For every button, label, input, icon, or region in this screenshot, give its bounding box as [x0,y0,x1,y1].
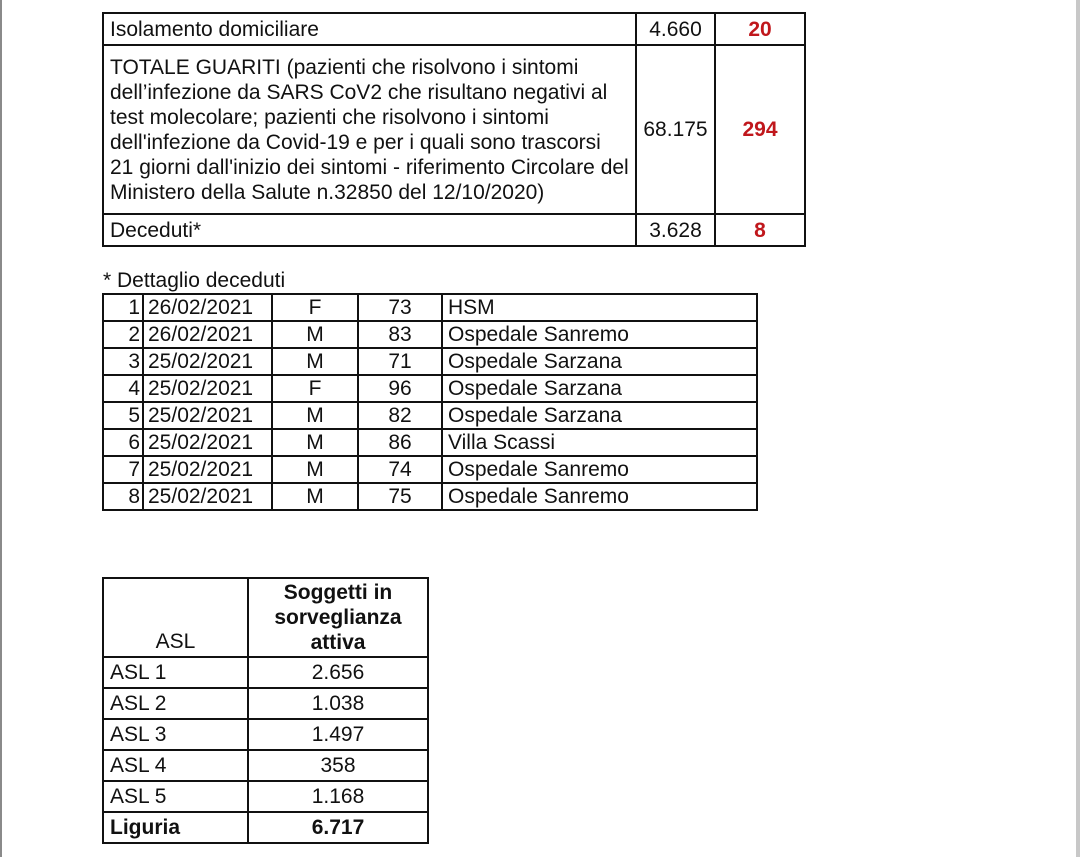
death-number: 5 [103,402,143,429]
asl-row-name: ASL 4 [103,750,248,781]
death-row [103,321,757,348]
death-number: 4 [103,375,143,402]
asl-row-value: 1.038 [248,688,428,719]
deaths-table [102,293,758,511]
death-row [103,456,757,483]
death-place: Ospedale Sarzana [442,375,757,402]
death-age: 75 [358,483,442,510]
death-sex: M [272,321,358,348]
death-date: 25/02/2021 [143,483,272,510]
deaths-caption: * Dettaglio deceduti [103,269,286,292]
death-number: 6 [103,429,143,456]
death-date: 25/02/2021 [143,456,272,483]
summary-label: TOTALE GUARITI (pazienti che risolvono i sintomi dell’infezione da SARS CoV2 che risultano negativi al test molecolare; pazienti che risolvono i sintomi dell'infezione da Covid-19 e per i quali sono trascorsi 21 giorni dall'inizio dei sintomi - riferimento Circolare del Ministero della Salute n.32850 del 12/10/2020) [103,45,636,214]
asl-row [103,688,428,719]
death-row [103,429,757,456]
death-sex: F [272,294,358,321]
death-age: 96 [358,375,442,402]
asl-row-name: ASL 2 [103,688,248,719]
asl-row-value: 358 [248,750,428,781]
death-date: 25/02/2021 [143,348,272,375]
death-row [103,402,757,429]
asl-row [103,750,428,781]
deaths-table-body [103,294,757,510]
summary-change: 8 [715,214,805,246]
death-number: 3 [103,348,143,375]
asl-row-name: ASL 5 [103,781,248,812]
death-place: HSM [442,294,757,321]
asl-header-value-line: sorveglianza [274,606,402,629]
death-place: Ospedale Sanremo [442,456,757,483]
death-place: Villa Scassi [442,429,757,456]
death-place: Ospedale Sarzana [442,348,757,375]
death-place: Ospedale Sanremo [442,321,757,348]
asl-header-row [103,578,428,657]
asl-row [103,657,428,688]
death-number: 7 [103,456,143,483]
summary-row-recovered [103,45,805,214]
death-row [103,294,757,321]
summary-row-deceased [103,214,805,246]
death-date: 25/02/2021 [143,375,272,402]
page-left-edge [0,0,2,857]
asl-row-value: 2.656 [248,657,428,688]
asl-row-name: ASL 1 [103,657,248,688]
summary-label: Deceduti* [103,214,636,246]
death-date: 26/02/2021 [143,321,272,348]
summary-value: 4.660 [636,13,715,45]
death-place: Ospedale Sanremo [442,483,757,510]
summary-row-isolation [103,13,805,45]
asl-row-value: 1.497 [248,719,428,750]
asl-header-value-line: attiva [310,631,366,654]
death-number: 8 [103,483,143,510]
asl-table [102,577,429,844]
summary-table [102,12,806,247]
death-date: 25/02/2021 [143,402,272,429]
death-row [103,348,757,375]
death-age: 82 [358,402,442,429]
asl-header-name: ASL [103,578,248,657]
death-age: 86 [358,429,442,456]
death-age: 73 [358,294,442,321]
death-date: 25/02/2021 [143,429,272,456]
asl-row-name: ASL 3 [103,719,248,750]
summary-change: 20 [715,13,805,45]
death-number: 1 [103,294,143,321]
asl-row [103,781,428,812]
death-sex: M [272,402,358,429]
summary-value: 3.628 [636,214,715,246]
summary-value: 68.175 [636,45,715,214]
asl-header-value [248,578,428,657]
death-sex: M [272,456,358,483]
death-age: 71 [358,348,442,375]
asl-row-value: 1.168 [248,781,428,812]
death-sex: M [272,483,358,510]
death-row [103,483,757,510]
page-right-edge [1076,0,1080,857]
death-number: 2 [103,321,143,348]
asl-total-row [103,812,428,843]
asl-row [103,719,428,750]
summary-change: 294 [715,45,805,214]
summary-label: Isolamento domiciliare [103,13,636,45]
asl-total-value: 6.717 [248,812,428,843]
death-sex: F [272,375,358,402]
asl-total-name: Liguria [103,812,248,843]
death-row [103,375,757,402]
death-sex: M [272,348,358,375]
death-age: 74 [358,456,442,483]
death-date: 26/02/2021 [143,294,272,321]
death-age: 83 [358,321,442,348]
asl-header-value-line: Soggetti in [283,581,393,604]
death-place: Ospedale Sarzana [442,402,757,429]
death-sex: M [272,429,358,456]
